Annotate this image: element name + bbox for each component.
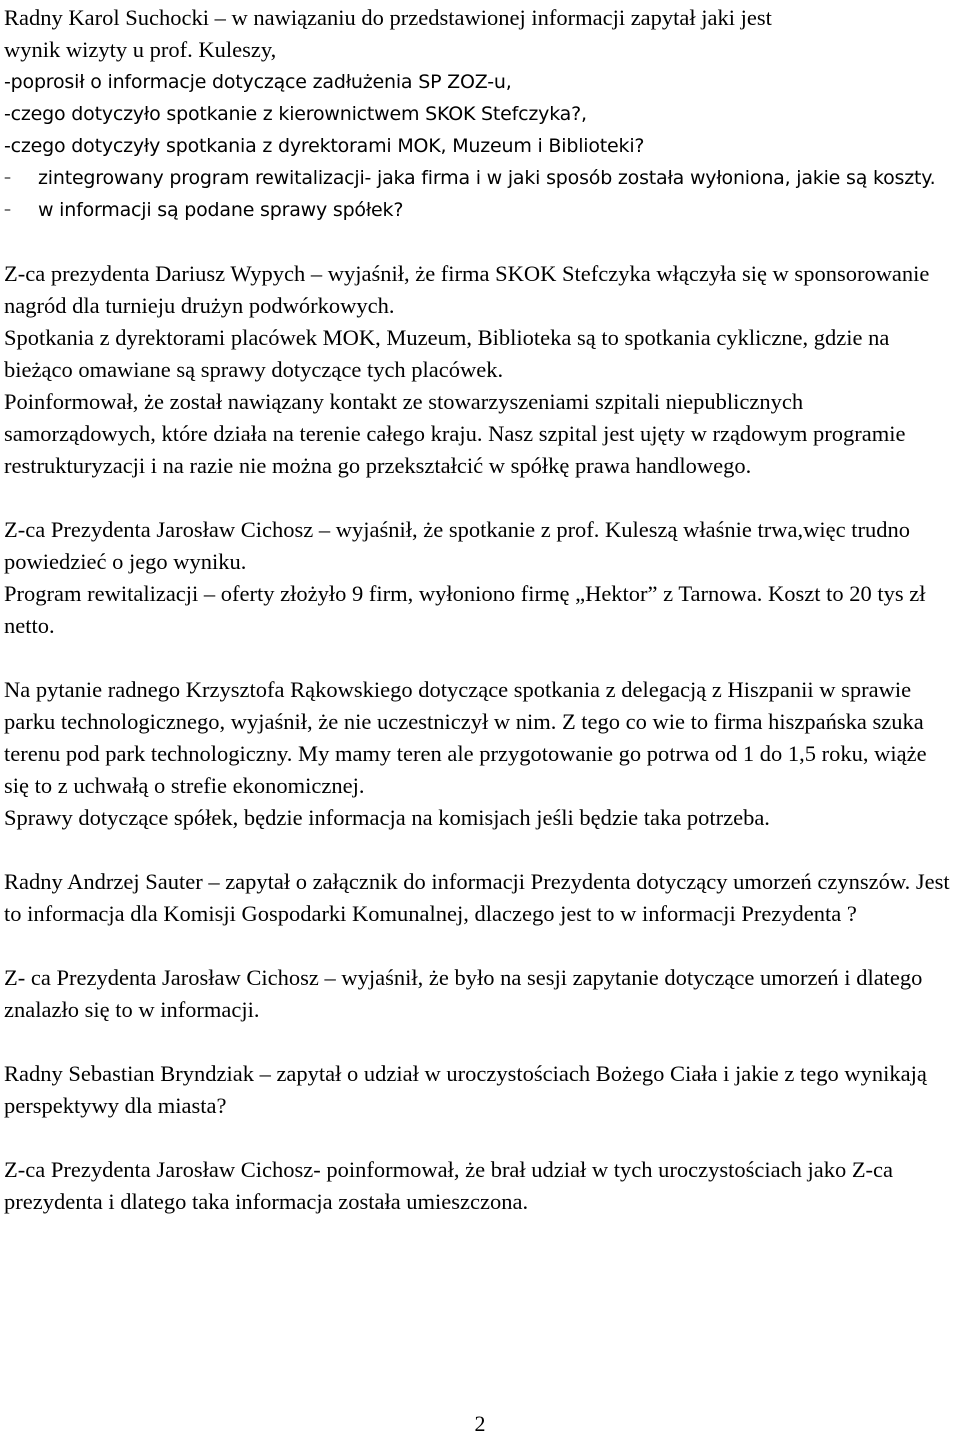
paragraph: Spotkania z dyrektorami placówek MOK, Muzeum, Biblioteka są to spotkania cykliczne, gdzie na bieżąco omawiane są sprawy dotyczące tych placówek.	[4, 325, 890, 382]
intro-line: wynik wizyty u prof. Kuleszy,	[4, 37, 277, 62]
paragraph-spacer	[4, 226, 956, 258]
bullet-dash: –	[4, 170, 11, 186]
paragraph: Na pytanie radnego Krzysztofa Rąkowskiego dotyczące spotkania z delegacją z Hiszpanii w sprawie parku technologicznego, wyjaśnił, że nie uczestniczył w nim. Z tego co wie to firma hiszpańska szuka terenu pod park technologiczny. My mamy teren ale przygotowanie go potrwa od 1 do 1,5 roku, wiąże się to z uchwałą o strefie ekonomicznej.	[4, 677, 927, 798]
paragraph: Z- ca Prezydenta Jarosław Cichosz – wyjaśnił, że było na sesji zapytanie dotyczące umorzeń i dlatego znalazło się to w informacji.	[4, 965, 923, 1022]
paragraph-spacer	[4, 482, 956, 514]
paragraph: Z-ca prezydenta Dariusz Wypych – wyjaśnił, że firma SKOK Stefczyka włączyła się w sponsorowanie nagród dla turnieju drużyn podwórkowych.	[4, 261, 930, 318]
paragraph: Radny Andrzej Sauter – zapytał o załącznik do informacji Prezydenta dotyczący umorzeń czynszów. Jest to informacja dla Komisji Gospodarki Komunalnej, dlaczego jest to w informacji Prezydenta ?	[4, 869, 950, 926]
paragraph: Z-ca Prezydenta Jarosław Cichosz – wyjaśnił, że spotkanie z prof. Kuleszą właśnie trwa,więc trudno powiedzieć o jego wyniku.	[4, 517, 910, 574]
question-item: -czego dotyczyło spotkanie z kierownictwem SKOK Stefczyka?,	[4, 103, 587, 125]
paragraph: Poinformował, że został nawiązany kontakt ze stowarzyszeniami szpitali niepublicznych samorządowych, które działa na terenie całego kraju. Nasz szpital jest ujęty w rządowym programie restrukturyzacji i na razie nie można go przekształcić w spółkę prawa handlowego.	[4, 389, 906, 478]
bullet-item	[4, 162, 956, 194]
paragraph-spacer	[4, 930, 956, 962]
paragraph: Sprawy dotyczące spółek, będzie informacja na komisjach jeśli będzie taka potrzeba.	[4, 805, 770, 830]
paragraph-spacer	[4, 1026, 956, 1058]
paragraph: Z-ca Prezydenta Jarosław Cichosz- poinformował, że brał udział w tych uroczystościach jako Z-ca prezydenta i dlatego taka informacja została umieszczona.	[4, 1157, 894, 1214]
question-item: -poprosił o informacje dotyczące zadłużenia SP ZOZ-u,	[4, 71, 512, 93]
bullet-dash: –	[4, 202, 11, 218]
paragraph-spacer	[4, 642, 956, 674]
intro-line: Radny Karol Suchocki – w nawiązaniu do przedstawionej informacji zapytał jaki jest	[4, 5, 772, 30]
page-number: 2	[474, 1411, 486, 1436]
question-item: -czego dotyczyły spotkania z dyrektorami MOK, Muzeum i Biblioteki?	[4, 135, 645, 157]
paragraph-spacer	[4, 1122, 956, 1154]
bullet-text: zintegrowany program rewitalizacji- jaka firma i w jaki sposób została wyłoniona, jakie są koszty.	[38, 167, 936, 189]
paragraph: Radny Sebastian Bryndziak – zapytał o udział w uroczystościach Bożego Ciała i jakie z tego wynikają perspektywy dla miasta?	[4, 1061, 927, 1118]
bullet-item	[4, 194, 956, 226]
bullet-text: w informacji są podane sprawy spółek?	[38, 199, 404, 221]
document-body	[4, 2, 956, 1218]
paragraph-spacer	[4, 834, 956, 866]
paragraph: Program rewitalizacji – oferty złożyło 9 firm, wyłoniono firmę „Hektor” z Tarnowa. Koszt to 20 tys zł netto.	[4, 581, 926, 638]
